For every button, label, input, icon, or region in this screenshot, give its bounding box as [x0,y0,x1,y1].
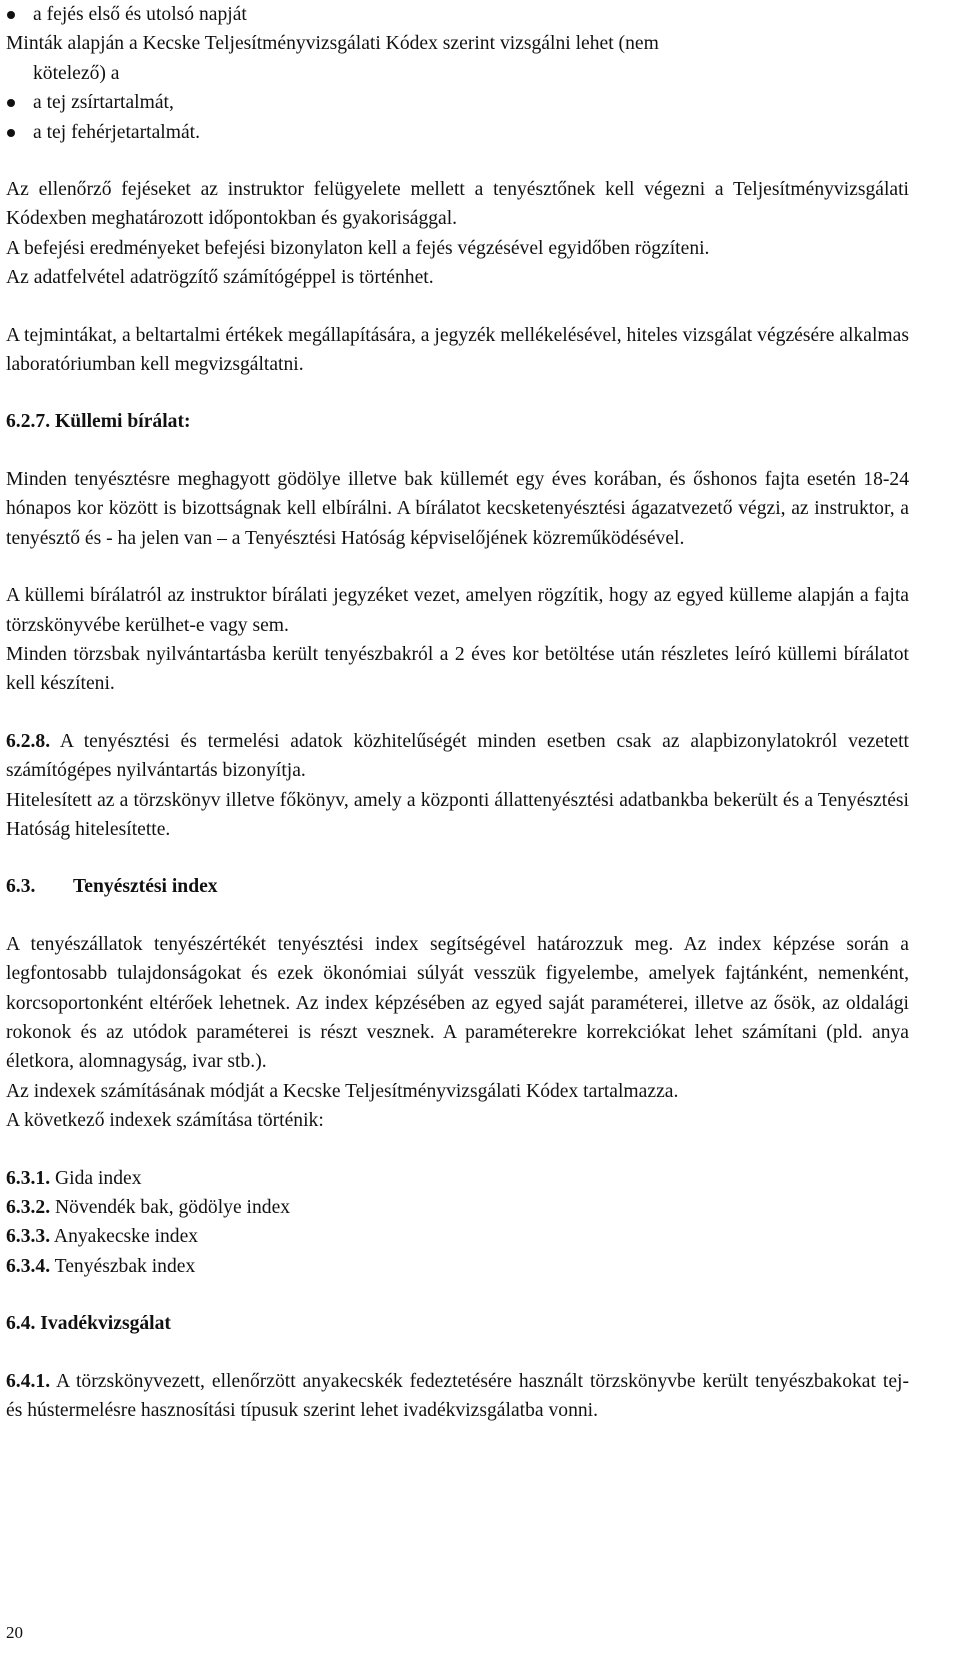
section-number: 6.4.1. [6,1370,51,1392]
paragraph-hitelesitett: Hitelesített az a törzskönyv illetve főkönyv, amely a központi állattenyésztési adatbankba bekerült és a Tenyésztési Hatóság hitelesítette. [6,789,909,840]
document-page [6,0,909,1425]
paragraph-torzsbak: Minden törzsbak nyilvántartásba került tenyészbakról a 2 éves kor betöltése után részletes leíró küllemi bírálatot kell készíteni. [6,643,909,695]
index-number: 6.3.3. [6,1226,51,1248]
section-heading-63 [6,872,909,901]
paragraph-index: A tenyészállatok tenyészértékét tenyésztési index segítségével határozzuk meg. Az index képzése során a legfontosabb tulajdonságokat és ezek ökonómiai súlyát vesszük figyelembe, amelyek fajtánként, nemenként, korcsoportonként eltérőek lehetnek. Az index képzésében az egyed saját paraméterei, illetve az ősök, az oldalági rokonok és az utódok paraméterei is részt vesznek. A paraméterekre korrekciókat lehet számítani (pld. anya életkora, alomnagyság, ivar stb.). [6,933,909,1073]
paragraph-minden-tenyesztes: Minden tenyésztésre meghagyott gödölye illetve bak küllemét egy éves korában, és őshonos fajta esetén 18-24 hónapos kor között is bizottságnak kell elbírálni. A bírálatot kecsketenyésztési ágazatvezető végzi, az instruktor, a tenyésztő és - ha jelen van – a Tenyésztési Hatóság képviselőjének közreműködésével. [6,468,909,549]
paragraph-adatfelvetel: Az adatfelvétel adatrögzítő számítógéppel is történhet. [6,267,434,289]
section-text: A törzskönyvezett, ellenőrzött anyakecskék fedeztetésére használt törzskönyvbe került tenyészbakokat tej- és hústermelésre hasznosítási típusuk szerint lehet ivadékvizsgálatba vonni. [6,1370,909,1422]
index-number: 6.3.2. [6,1197,51,1218]
paragraph-befejesi: A befejési eredményeket befejési bizonylaton kell a fejés végzésével egyidőben rögzíteni. [6,237,710,259]
section-628 [6,727,909,786]
intro-line: Minták alapján a Kecske Teljesítményvizsgálati Kódex szerint vizsgálni lehet (nem [6,33,659,55]
index-label: Anyakecske index [53,1226,199,1248]
section-number: 6.2.7. [6,411,51,433]
index-label: Tenyészbak index [54,1255,196,1277]
index-list-item [6,1193,909,1222]
paragraph-kovetkezo: A következő indexek számítása történik: [6,1110,324,1132]
bullet-item: a tej zsírtartalmát, [6,88,909,117]
page-number: 20 [6,1623,23,1642]
section-number: 6.2.8. [6,730,51,752]
intro-line-continued: kötelező) a [33,62,120,84]
section-title: Ivadékvizsgálat [40,1313,171,1335]
index-list-item [6,1164,909,1193]
section-heading-627 [6,407,909,436]
paragraph-ellenorzo: Az ellenőrző fejéseket az instruktor felügyelete mellett a tenyésztőnek kell végezni a Teljesítményvizsgálati Kódexben meghatározott időpontokban és gyakorisággal. [6,179,909,230]
paragraph-kullemi: A küllemi bírálatról az instruktor bírálati jegyzéket vezet, amelyen rögzítik, hogy az egyed külleme alapján a fajta törzskönyvébe kerülhet-e vagy sem. [6,585,909,636]
index-number: 6.3.1. [6,1167,51,1189]
section-641 [6,1367,909,1426]
section-text: A tenyésztési és termelési adatok közhitelűségét minden esetben csak az alapbizonylatokról vezetett számítógépes nyilvántartás bizonyítja. [6,730,909,782]
index-list-item [6,1252,909,1281]
index-label: Növendék bak, gödölye index [55,1197,291,1218]
paragraph-tejmintak: A tejmintákat, a beltartalmi értékek megállapítására, a jegyzék mellékelésével, hiteles vizsgálat végzésére alkalmas laboratóriumban kell megvizsgáltatni. [6,324,909,376]
section-title: Tenyésztési index [73,876,218,898]
index-list-item [6,1222,909,1251]
index-number: 6.3.4. [6,1255,51,1277]
bullet-item: a tej fehérjetartalmát. [6,118,909,147]
section-number: 6.4. [6,1313,36,1335]
paragraph-indexek-modja: Az indexek számításának módját a Kecske Teljesítményvizsgálati Kódex tartalmazza. [6,1080,679,1102]
section-number: 6.3. [6,876,36,898]
bullet-item: a fejés első és utolsó napját [6,0,909,29]
section-heading-64 [6,1309,909,1338]
section-title: Küllemi bírálat: [55,411,191,433]
index-label: Gida index [55,1167,142,1189]
